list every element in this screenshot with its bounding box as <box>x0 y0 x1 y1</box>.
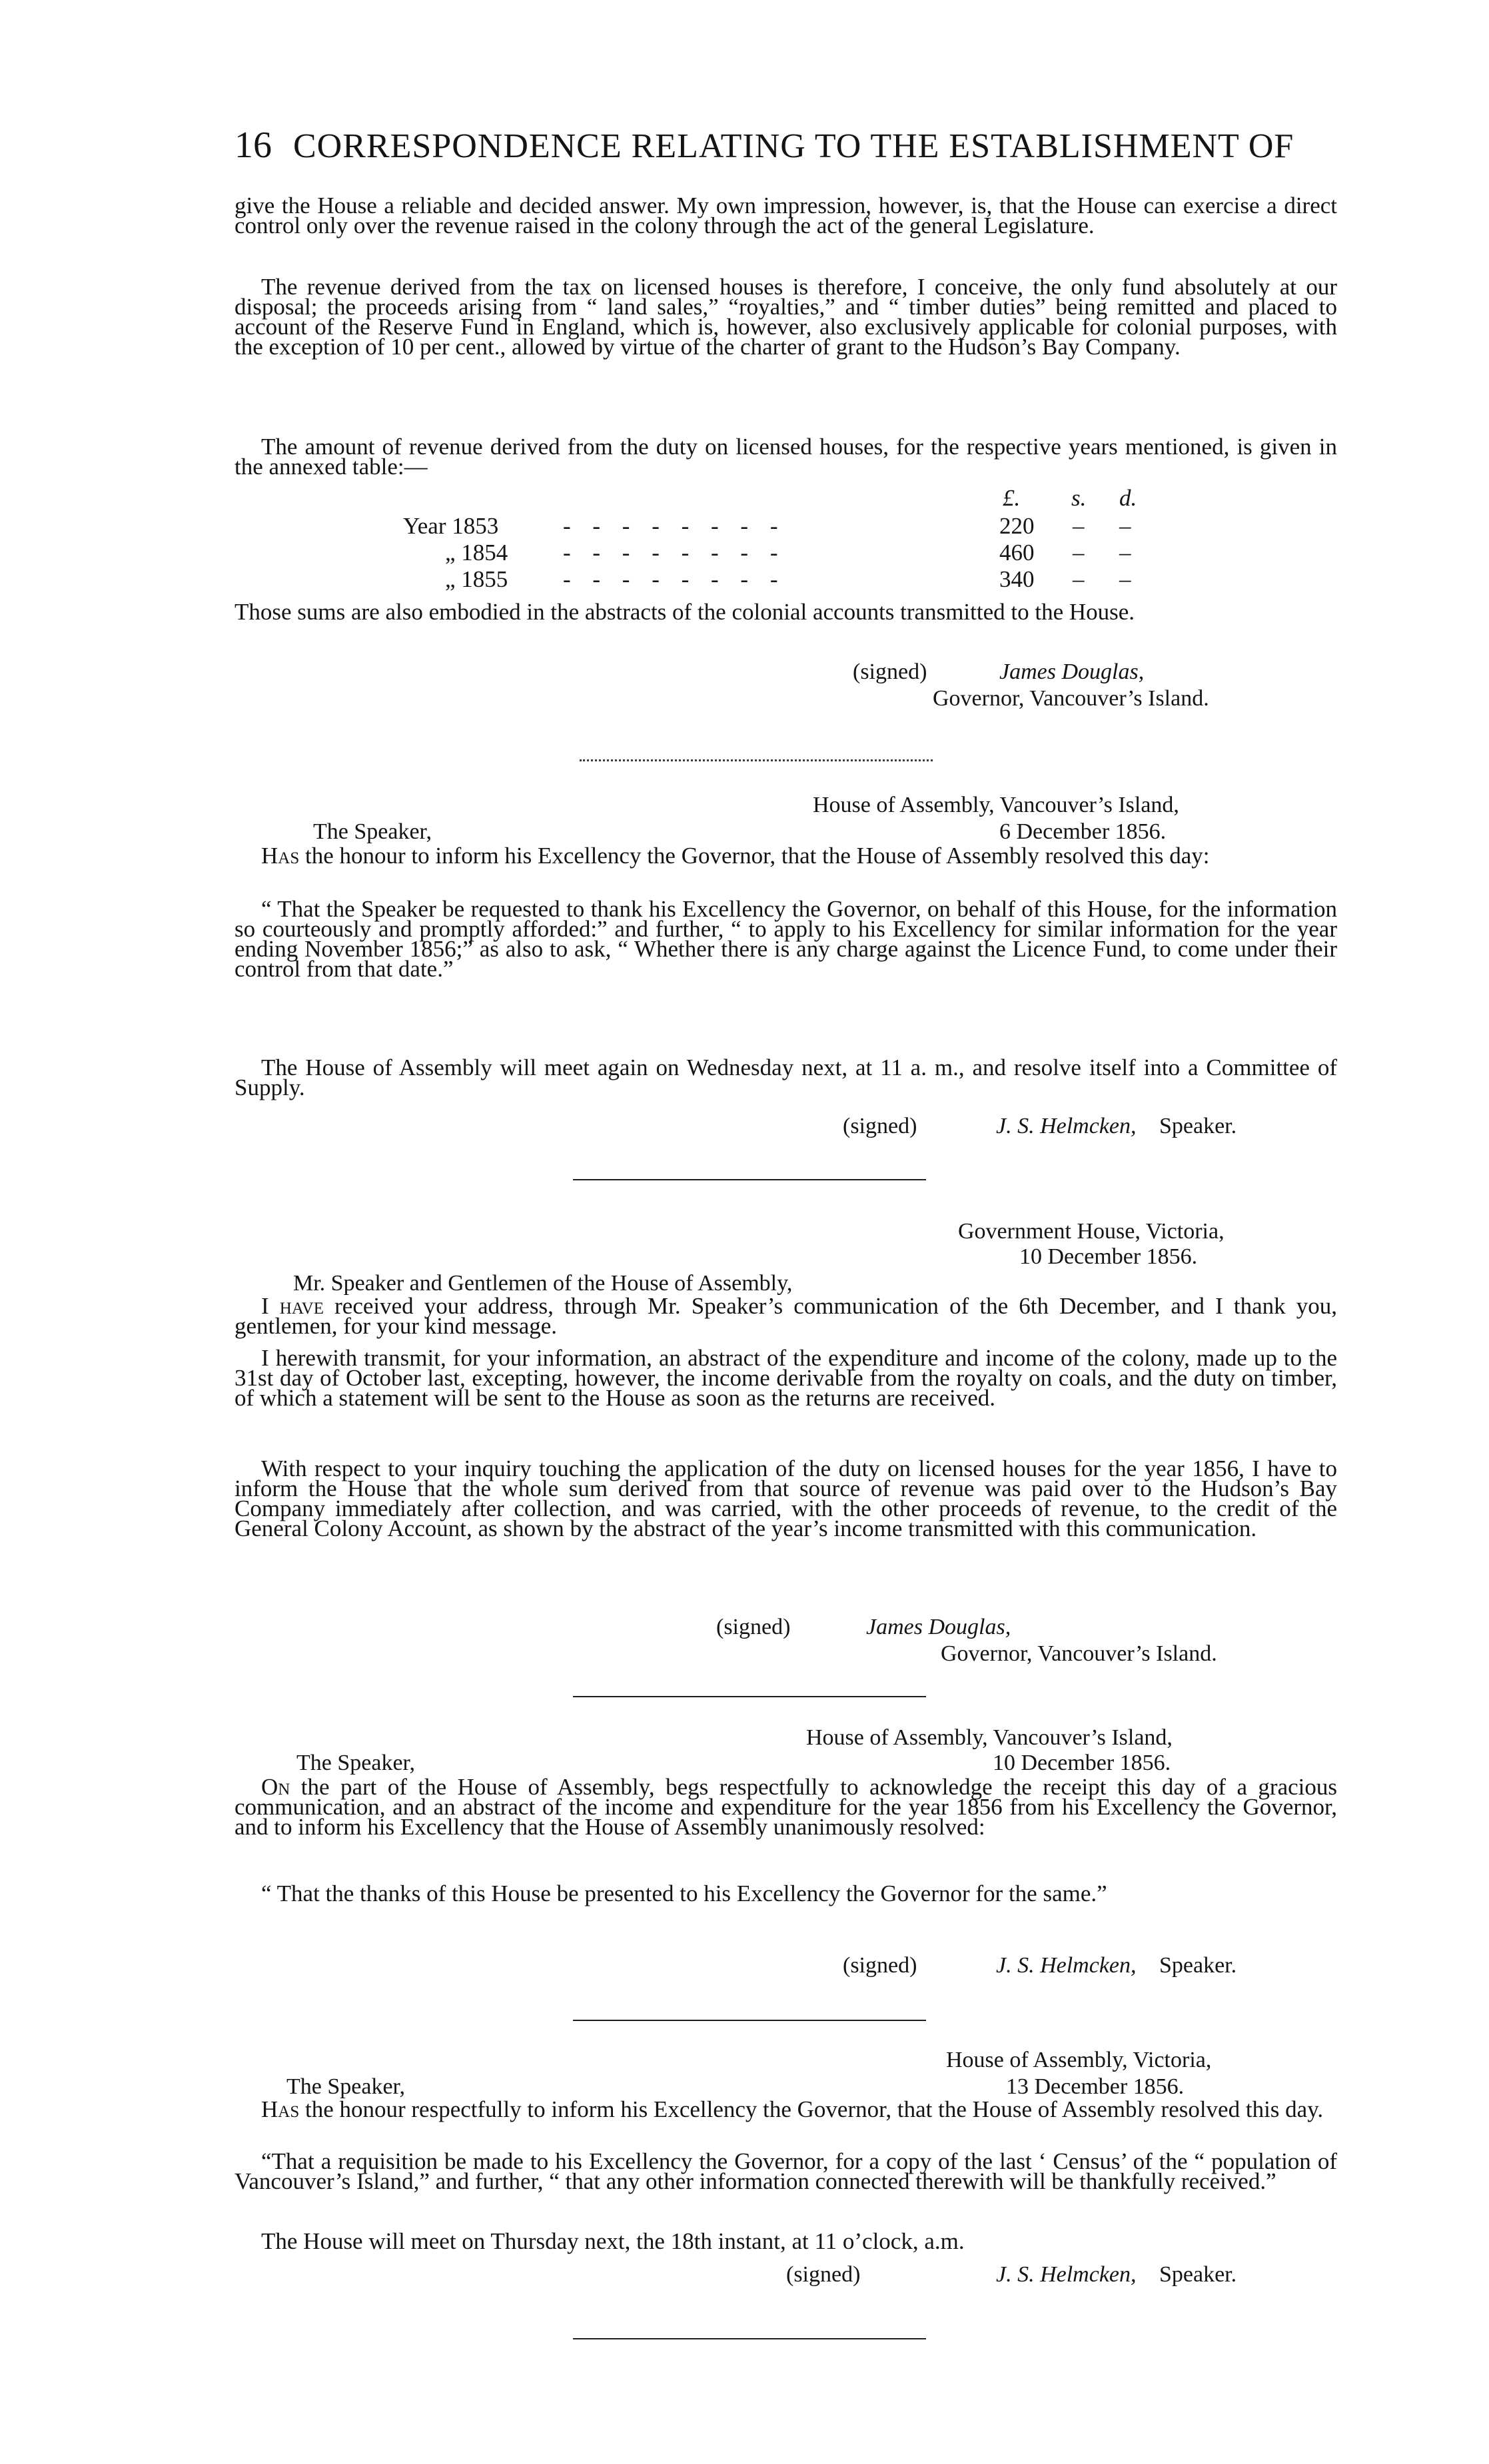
letter5-opening-word: Has <box>261 2096 300 2122</box>
letter2-date: 6 December 1856. <box>999 819 1167 844</box>
letter5-para2-text: “That a requisition be made to his Excellency the Governor, for a copy of the last ‘ Census’ of the “ population of Vancouver’s Island,” and further, “ that any other information connected therewith will be thankfully received.” <box>235 2148 1337 2194</box>
letter1-signer-title: Governor, Vancouver’s Island. <box>933 686 1209 711</box>
letter3-para3-text: With respect to your inquiry touching the application of the duty on licensed houses for the year 1856, I have to inform the House that the whole sum derived from that source of revenue was paid over to the Hudson’s Bay Company immediately after collection, and was carried, with the other proceeds of revenue, to the credit of the General Colony Account, as shown by the abstract of the year’s income transmitted with this communication. <box>235 1455 1337 1541</box>
letter5-addressee: The Speaker, <box>286 2074 406 2099</box>
currency-header-pence: d. <box>1119 485 1137 511</box>
letter1-para3 <box>235 434 1337 480</box>
letter3-signer: James Douglas, <box>866 1615 1011 1639</box>
letter3-para2-text: I herewith transmit, for your information, an abstract of the expenditure and income of the colony, made up to the 31st day of October last, excepting, however, the income derivable from the royalty on coals, and the duty on timber, of which a statement will be sent to the House as soon as the returns are received. <box>235 1345 1337 1411</box>
letter2-para2 <box>235 896 1337 982</box>
letter2-para2-text: “ That the Speaker be requested to thank his Excellency the Governor, on behalf of this House, for the information so courteously and promptly afforded:” and further, “ to apply to his Excellency for similar information for the year ending November 1856;” as also to ask, “ Whether there is any charge against the Licence Fund, to come under their control from that date.” <box>235 896 1337 982</box>
letter5-para1 <box>235 2096 1337 2122</box>
letter1-para4: Those sums are also embodied in the abstracts of the colonial accounts transmitted to the House. <box>235 599 1135 625</box>
table-row-shillings: – <box>1073 566 1085 592</box>
table-row-label: „ 1855 <box>445 566 508 592</box>
letter4-signed: (signed) <box>843 1953 917 1978</box>
table-row-pounds: 220 <box>999 513 1035 539</box>
letter1-signed: (signed) <box>853 659 927 684</box>
section-divider <box>573 1179 926 1180</box>
letter2-para3-text: The House of Assembly will meet again on Wednesday next, at 11 a. m., and resolve itself into a Committee of Supply. <box>235 1054 1337 1100</box>
letter4-signer: J. S. Helmcken, <box>996 1953 1137 1978</box>
letter4-date: 10 December 1856. <box>993 1751 1171 1775</box>
letter5-para3-text: The House will meet on Thursday next, the 18th instant, at 11 o’clock, a.m. <box>261 2228 965 2254</box>
letter3-date: 10 December 1856. <box>1019 1244 1198 1269</box>
letter2-para1-text: the honour to inform his Excellency the Governor, that the House of Assembly resolved this day: <box>304 843 1210 869</box>
letter4-addressee: The Speaker, <box>296 1751 416 1775</box>
letter1-para2-text: The revenue derived from the tax on licensed houses is therefore, I conceive, the only fund absolutely at our disposal; the proceeds arising from “ land sales,” “royalties,” and “ timber duties” being remitted and placed to account of the Reserve Fund in England, which is, however, also exclusively applicable for colonial purposes, with the exception of 10 per cent., allowed by virtue of the charter of grant to the Hudson’s Bay Company. <box>235 274 1337 360</box>
letter3-para3 <box>235 1455 1337 1541</box>
letter5-signer-title: Speaker. <box>1159 2262 1237 2287</box>
letter5-signer: J. S. Helmcken, <box>996 2262 1137 2287</box>
letter1-signer: James Douglas, <box>999 659 1145 684</box>
letter3-signed: (signed) <box>716 1615 791 1639</box>
running-header: CORRESPONDENCE RELATING TO THE ESTABLISHMENT OF <box>293 127 1294 165</box>
letter5-para2 <box>235 2148 1337 2194</box>
table-row-pence: – <box>1119 513 1131 539</box>
section-divider <box>573 2020 926 2021</box>
letter1-para2 <box>235 274 1337 360</box>
table-row-leader: - - - - - - - - <box>563 513 786 539</box>
letter4-para2-text: “ That the thanks of this House be presented to his Excellency the Governor for the same.” <box>261 1880 1107 1906</box>
letter5-para1-text: the honour respectfully to inform his Excellency the Governor, that the House of Assembly resolved this day. <box>304 2096 1324 2122</box>
table-row-pence: – <box>1119 540 1131 566</box>
letter2-addressee: The Speaker, <box>313 819 432 844</box>
letter1-para1: give the House a reliable and decided answer. My own impression, however, is, that the House can exercise a direct control only over the revenue raised in the colony through the act of the general Legislature. <box>235 193 1337 238</box>
letter2-signed: (signed) <box>843 1114 917 1138</box>
letter2-place: House of Assembly, Vancouver’s Island, <box>813 793 1179 817</box>
letter4-place: House of Assembly, Vancouver’s Island, <box>806 1725 1173 1750</box>
letter3-para2 <box>235 1345 1337 1411</box>
letter3-para1 <box>235 1293 1338 1339</box>
letter4-signer-title: Speaker. <box>1159 1953 1237 1978</box>
currency-header-pounds: £. <box>1003 485 1021 511</box>
letter5-date: 13 December 1856. <box>1006 2074 1185 2099</box>
table-row-pounds: 340 <box>999 566 1035 592</box>
table-row-leader: - - - - - - - - <box>563 566 786 592</box>
table-row-pence: – <box>1119 566 1131 592</box>
letter2-para1 <box>235 843 1337 869</box>
table-row-shillings: – <box>1073 540 1085 566</box>
letter1-para3-text: The amount of revenue derived from the duty on licensed houses, for the respective years mentioned, is given in the annexed table:— <box>235 434 1337 480</box>
letter5-para3 <box>235 2228 1337 2254</box>
letter4-para1-text: the part of the House of Assembly, begs respectfully to acknowledge the receipt this day of a gracious communication, and an abstract of the income and expenditure for the year 1856 from his Excellency the Governor, and to inform his Excellency that the House of Assembly unanimously resolved: <box>235 1774 1337 1840</box>
section-divider <box>580 759 933 761</box>
letter5-place: House of Assembly, Victoria, <box>946 2048 1212 2072</box>
currency-header-shillings: s. <box>1071 485 1087 511</box>
table-row-label: Year 1853 <box>403 513 499 539</box>
letter5-signed: (signed) <box>786 2262 861 2287</box>
letter4-opening-word: On <box>261 1774 290 1800</box>
letter3-place: Government House, Victoria, <box>958 1219 1225 1244</box>
letter2-para3 <box>235 1054 1337 1100</box>
table-row-pounds: 460 <box>999 540 1035 566</box>
letter2-signer-title: Speaker. <box>1159 1114 1237 1138</box>
table-row-shillings: – <box>1073 513 1085 539</box>
letter2-opening-word: Has <box>261 843 300 869</box>
table-row-leader: - - - - - - - - <box>563 540 786 566</box>
letter3-para1-text: received your address, through Mr. Speaker’s communication of the 6th December, and I thank you, gentlemen, for your kind message. <box>235 1293 1338 1339</box>
letter3-opening-word: I have <box>261 1293 324 1319</box>
letter2-signer: J. S. Helmcken, <box>996 1114 1137 1138</box>
letter3-signer-title: Governor, Vancouver’s Island. <box>941 1641 1217 1666</box>
section-divider <box>573 2338 926 2339</box>
table-row-label: „ 1854 <box>445 540 508 566</box>
section-divider <box>573 1696 926 1697</box>
letter3-salutation: Mr. Speaker and Gentlemen of the House of Assembly, <box>293 1271 793 1296</box>
letter4-para2 <box>235 1880 1337 1906</box>
letter4-para1 <box>235 1774 1337 1840</box>
page-number: 16 <box>235 125 272 166</box>
